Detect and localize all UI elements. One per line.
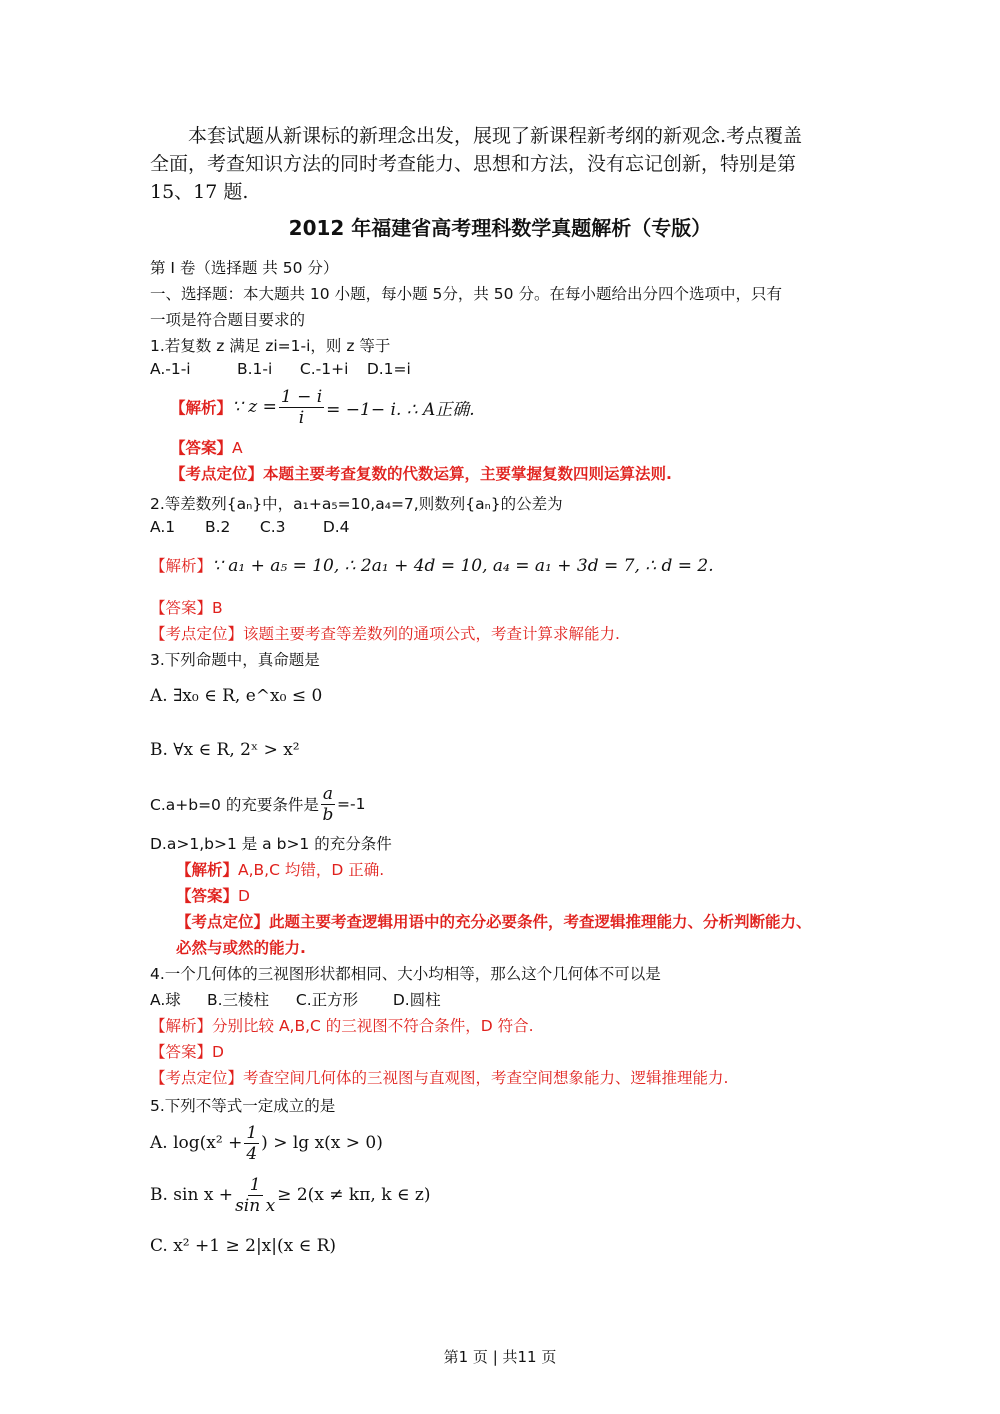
q2-stem: 2.等差数列{aₙ}中，a₁+a₅=10,a₄=7,则数列{aₙ}的公差为 (150, 495, 563, 513)
q1-answer (170, 436, 243, 458)
q2-answer-value: B (212, 599, 223, 617)
q3-stem: 3.下列命题中，真命题是 (150, 651, 320, 669)
q4-kaodian (150, 1066, 728, 1088)
q4-option-c: C.正方形 (295, 991, 359, 1009)
q4-option-d: D.圆柱 (392, 991, 441, 1009)
q4-option-b: B.三棱柱 (206, 991, 269, 1009)
q3-option-a: A. ∃x₀ ∈ R, e^x₀ ≤ 0 (150, 686, 323, 706)
q2-kaodian (150, 622, 620, 644)
q1-option-a: A.-1-i (150, 360, 191, 378)
q1-fraction (279, 387, 324, 428)
q1-fraction-numerator: 1 − i (280, 386, 323, 407)
q5-option-a-fraction (244, 1123, 259, 1164)
intro-line-3: 15、17 题. (150, 181, 249, 203)
q3-answer-value: D (238, 887, 250, 905)
q1-answer-tag: 【答案】 (170, 439, 233, 457)
q3-kaodian (176, 910, 812, 932)
q5-option-a (150, 1120, 383, 1166)
q3-option-c-post: =-1 (337, 795, 366, 813)
section-instruction-2: 一项是符合题目要求的 (150, 311, 306, 329)
q2-answer (150, 596, 223, 618)
q1-option-c: C.-1+i (299, 360, 349, 378)
q3-option-b: B. ∀x ∈ R, 2ˣ > x² (150, 740, 300, 760)
q4-options (150, 988, 441, 1010)
q2-options (150, 518, 350, 536)
q5-option-b-post: ≥ 2(x ≠ kπ, k ∈ z) (277, 1185, 431, 1205)
q1-stem: 1.若复数 z 满足 zi=1-i，则 z 等于 (150, 337, 391, 355)
q1-analysis-pre: ∵ z = (232, 397, 277, 417)
q4-analysis-tag: 【解析】 (150, 1017, 213, 1035)
q3-option-c (150, 782, 365, 826)
q3-answer-tag: 【答案】 (176, 887, 239, 905)
q3-analysis (176, 858, 384, 880)
q2-analysis-tag: 【解析】 (150, 557, 213, 575)
q5-option-b (150, 1172, 430, 1218)
q3-analysis-tag: 【解析】 (176, 861, 239, 879)
q2-kaodian-tag: 【考点定位】 (150, 625, 244, 643)
q5-option-b-pre: B. sin x + (150, 1185, 234, 1205)
q1-analysis-tag: 【解析】 (170, 399, 233, 417)
q5-a-numerator: 1 (246, 1122, 258, 1143)
q4-analysis-text: 分别比较 A,B,C 的三视图不符合条件，D 符合. (212, 1017, 534, 1035)
q5-stem: 5.下列不等式一定成立的是 (150, 1097, 336, 1115)
q1-kaodian-tag: 【考点定位】 (170, 465, 264, 483)
q5-b-denominator: sin x (235, 1195, 276, 1216)
q2-option-d: D.4 (322, 518, 350, 536)
q3-option-c-pre: C.a+b=0 的充要条件是 (150, 796, 319, 814)
q4-analysis (150, 1014, 534, 1036)
q2-analysis (150, 554, 714, 576)
q2-analysis-text: ∵ a₁ + a₅ = 10, ∴ 2a₁ + 4d = 10, a₄ = a₁ + 3d = 7, ∴ d = 2. (212, 556, 714, 576)
intro-paragraph (150, 122, 850, 206)
q3-analysis-text: A,B,C 均错，D 正确. (238, 861, 385, 879)
intro-line-2: 全面，考查知识方法的同时考查能力、思想和方法，没有忘记创新，特别是第 (150, 153, 797, 175)
q4-answer (150, 1040, 224, 1062)
q3-option-d: D.a>1,b>1 是 a b>1 的充分条件 (150, 835, 392, 853)
section-instruction-1: 一、选择题：本大题共 10 小题，每小题 5分，共 50 分。在每小题给出分四个选项中，只有 (150, 285, 782, 303)
q1-option-d: D.1=i (366, 360, 411, 378)
q2-option-b: B.2 (204, 518, 231, 536)
q4-kaodian-text: 考查空间几何体的三视图与直观图，考查空间想象能力、逻辑推理能力. (243, 1069, 729, 1087)
q3-answer (176, 884, 250, 906)
q5-b-numerator: 1 (249, 1174, 261, 1195)
intro-line-1: 本套试题从新课标的新理念出发，展现了新课程新考纲的新观念.考点覆盖 (188, 125, 803, 147)
q3-fraction-numerator: a (322, 783, 333, 804)
q3-kaodian-tag: 【考点定位】 (176, 913, 270, 931)
q5-option-a-post: ) > lg x(x > 0) (261, 1133, 383, 1153)
q1-answer-value: A (232, 439, 243, 457)
q3-option-c-fraction (321, 784, 335, 825)
q1-options (150, 360, 411, 378)
q1-analysis-post: = −1− i. ∴ A正确. (326, 399, 475, 420)
q5-option-c: C. x² +1 ≥ 2|x|(x ∈ R) (150, 1236, 337, 1256)
q1-kaodian-text: 本题主要考查复数的代数运算，主要掌握复数四则运算法则. (263, 465, 672, 483)
page-title: 2012 年福建省高考理科数学真题解析（专版） (288, 216, 712, 240)
q3-fraction-denominator: b (322, 804, 334, 825)
q4-option-a: A.球 (150, 991, 181, 1009)
q1-fraction-denominator: i (298, 407, 305, 428)
q2-option-a: A.1 (150, 518, 176, 536)
page-footer: 第1 页 | 共11 页 (443, 1348, 557, 1366)
q4-stem: 4.一个几何体的三视图形状都相同、大小均相等，那么这个几何体不可以是 (150, 965, 661, 983)
q4-kaodian-tag: 【考点定位】 (150, 1069, 244, 1087)
q1-kaodian (170, 462, 672, 484)
q1-option-b: B.1-i (236, 360, 273, 378)
section-juan: 第 I 卷（选择题 共 50 分） (150, 259, 339, 277)
q5-option-b-fraction (235, 1175, 275, 1216)
q2-answer-tag: 【答案】 (150, 599, 213, 617)
q3-kaodian-line-1: 此题主要考查逻辑用语中的充分必要条件，考查逻辑推理能力、分析判断能力、 (269, 913, 812, 931)
q4-answer-tag: 【答案】 (150, 1043, 213, 1061)
q3-kaodian-line-2: 必然与或然的能力. (176, 939, 306, 957)
q5-option-a-pre: A. log(x² + (150, 1133, 243, 1153)
q1-analysis (170, 384, 475, 430)
q4-answer-value: D (212, 1043, 224, 1061)
q2-kaodian-text: 该题主要考查等差数列的通项公式，考查计算求解能力. (243, 625, 620, 643)
q5-a-denominator: 4 (246, 1143, 258, 1164)
q2-option-c: C.3 (259, 518, 286, 536)
